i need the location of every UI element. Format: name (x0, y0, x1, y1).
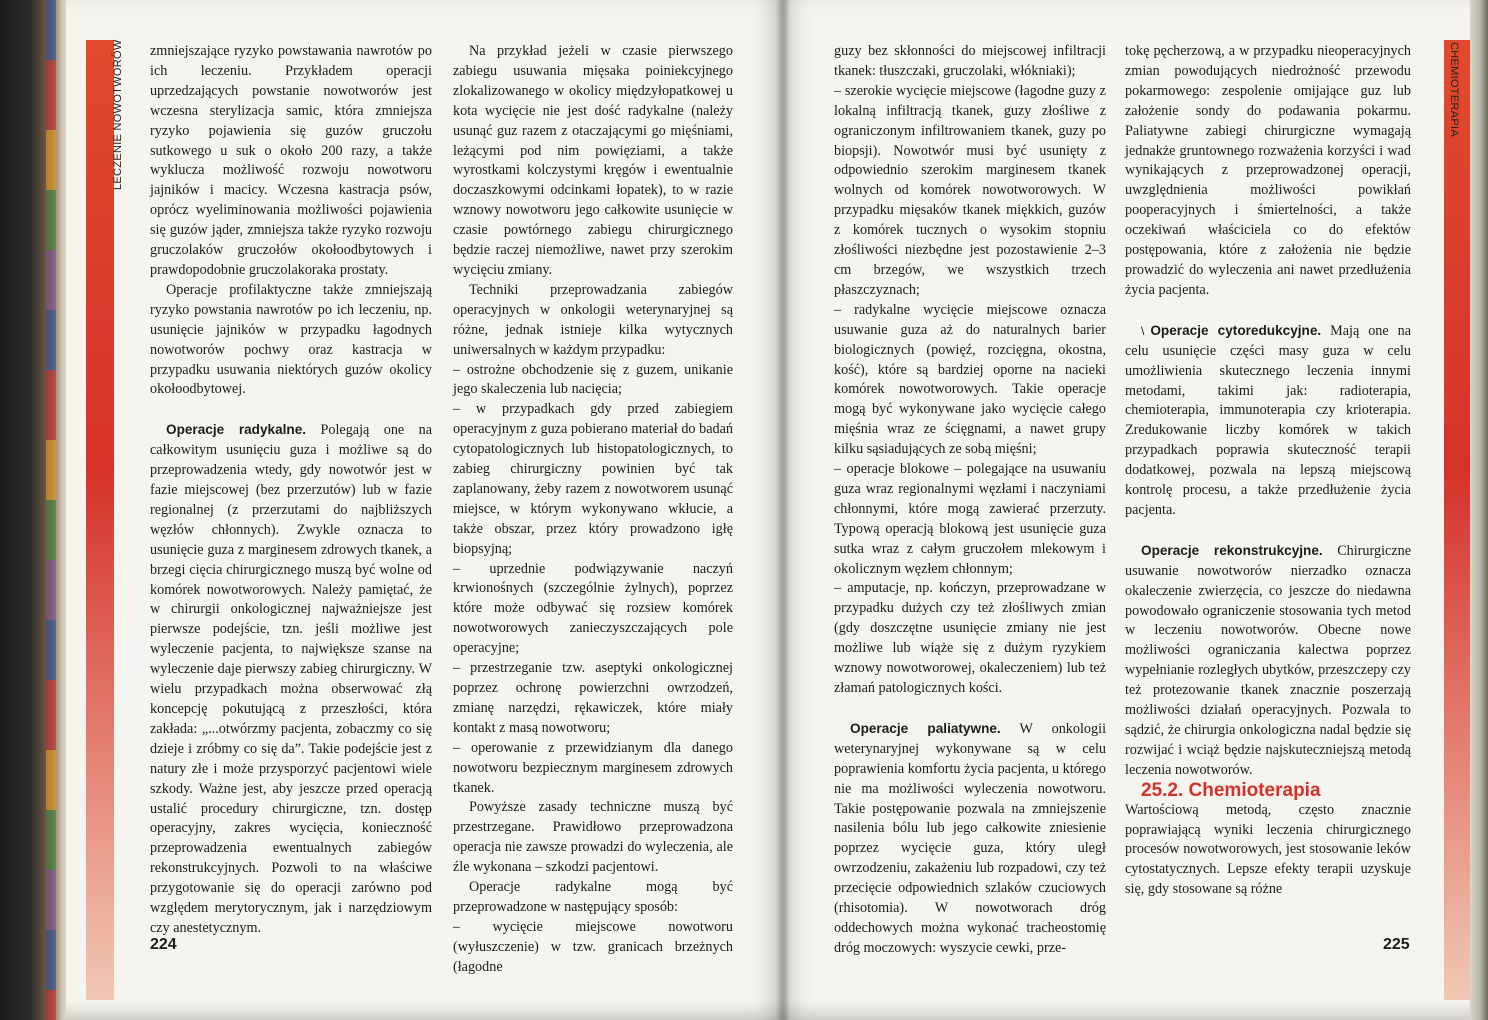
list-item: – w przypadkach gdy przed zabiegiem operacyjnym z guza pobierano materiał do badań cytopatologicznych lub histopatologicznych, to zabieg chirurgiczny powinien być tak zaplanowany, żeby razem z nowotworem usunąć miejsce, w którym wykonywano wkłucie, a także obszar, przez który prowadzono igłę biopsyjną; (453, 401, 733, 557)
page-edge-right (1470, 0, 1488, 1020)
paragraph-lead-heading: Operacje rekonstrukcyjne. (1141, 542, 1323, 558)
paragraph: zmniejszające ryzyko powstawania nawrotów po ich leczeniu. Przykładem operacji uprzedzających powstanie nowotworów jest wczesna sterylizacja samic, która zmniejsza ryzyko pojawienia się guzów gruczołu sutkowego u suk o około 200 razy, a także wyklucza możliwość rozwoju nowotworu jajników i macicy. Wczesna kastracja psów, oprócz wyeliminowania możliwości pojawienia się guzów jąder, zmniejsza także ryzyko rozwoju gruczolaków gruczołów okołoodbytowych i prawdopodobnie gruczolakoraka prostaty. (150, 43, 432, 278)
paragraph: Na przykład jeżeli w czasie pierwszego zabiegu usuwania mięsaka poiniekcyjnego zlokalizowanego w okolicy międzyłopatkowej u kota wycięcie nie jest dość radykalne (należy usunąć guz razem z otaczającymi go mięśniami, leżącymi pod nim powięziami, a także wyrostkami kolczystymi kręgów i ewentualnie doczaszkowymi odcinkami łopatek), to w razie wznowy nowotworu jego całkowite usunięcie w czasie powtórnego zabiegu chirurgicznego będzie raczej niemożliwe, nawet przy szerokim wycięciu zmiany. (453, 43, 733, 278)
paragraph-lead-heading: Operacje radykalne. (166, 422, 307, 438)
list-item: – ostrożne obchodzenie się z guzem, unikanie jego skaleczenia lub nacięcia; (453, 361, 733, 398)
running-head-left: LECZENIE NOWOTWORÓW (112, 39, 124, 190)
text-column-1 (150, 42, 432, 939)
list-item: – przestrzeganie tzw. aseptyki onkologicznej poprzez ochronę powierzchni owrzodzeń, zmianę narzędzi, rękawiczek, które miały kontakt z masą nowotworu; (453, 660, 733, 736)
paragraph: guzy bez skłonności do miejscowej infiltracji tkanek: tłuszczaki, gruczolaki, włókniaki); (834, 43, 1106, 79)
paragraph-lead-heading: Operacje cytoredukcyjne. (1150, 322, 1322, 338)
list-item: – uprzednie podwiązywanie naczyń krwionośnych (szczególnie żylnych), poprzez które może odbywać się rozsiew komórek nowotworowych zanieczyszczających pole operacyjne; (453, 560, 733, 657)
list-item: – operowanie z przewidzianym dla danego nowotworu bezpiecznym marginesem zdrowych tkanek. (453, 739, 733, 796)
paragraph-radical-operations (150, 420, 432, 939)
page-number-left: 224 (150, 936, 177, 953)
paragraph: Wartościową metodą, często znacznie poprawiającą wyniki leczenia chirurgicznego procesów nowotworowych, jest stosowanie leków cytostatycznych. Lepsze efekty terapii uzyskuje się, gdy stosowane są różne (1125, 801, 1411, 898)
margin-mark: \ (1141, 323, 1145, 338)
paragraph-text: Chirurgiczne usuwanie nowotworów nierzadko oznacza okaleczenie zwierzęcia, co jeszcze do niedawna powodowało ograniczenie stosowania tych metod w leczeniu nowotworów. Obecne nowe możliwości ograniczania kalectwa poprzez wypełnianie rozległych ubytków, przeszczepy czy też protezowanie tkanek znacznie poszerzają możliwości działań operacyjnych. Pozwala to sądzić, że chirurgia onkologiczna nadal będzie się rozwijać i wciąż będzie najskuteczniejszą metodą leczenia nowotworów. (1125, 542, 1411, 778)
paragraph-text: Mają one na celu usunięcie części masy guza w celu umożliwienia skutecznego leczenia innymi metodami, takimi jak: radioterapia, chemioterapia, immunoterapia czy krioterapia. Zredukowanie liczby komórek w takich przypadkach poprawia skuteczność terapii dodatkowej, pozwala na lepszą miejscową kontrolę procesu, a także przedłużenie życia pacjenta. (1125, 322, 1412, 518)
text-column-3 (834, 42, 1106, 959)
text-column-2 (453, 42, 733, 978)
paragraph-lead-heading: Operacje paliatywne. (850, 720, 1001, 736)
paragraph-cytoreductive-operations (1125, 321, 1411, 521)
book-gutter (776, 0, 790, 1020)
paragraph-palliative-operations (834, 719, 1106, 959)
list-item: – amputacje, np. kończyn, przeprowadzane w przypadku dużych czy też złośliwych zmian (gdy doszczętne usunięcie zmiany nie jest możliwe lub wiąże się z dużym ryzykiem wznowy nowotworowej, okaleczeniem) lub też złamań patologicznych kości. (834, 580, 1106, 696)
page-bottom-shadow (66, 1000, 1470, 1020)
list-item: – radykalne wycięcie miejscowe oznacza usuwanie guza aż do naturalnych barier biologicznych (powięź, rozcięgna, okostna, kość), które są bardziej oporne na nacieki komórek nowotworowych. Takie operacje mogą być wykonywane jako wycięcie całego mięśnia wraz ze ścięgnami, a nawet grupy kilku sąsiadujących ze sobą mięśni; (834, 301, 1106, 458)
section-heading: 25.2. Chemioterapia (1141, 779, 1321, 801)
paragraph: Operacje radykalne mogą być przeprowadzone w następujący sposób: (453, 879, 733, 915)
list-item: – operacje blokowe – polegające na usuwaniu guza wraz regionalnymi węzłami i naczyniami chłonnymi, które mogą zawierać przerzuty. Typową operacją blokową jest usunięcie guza sutka wraz z całym gruczołem mlekowym i okolicznym węzłem chłonnym; (834, 461, 1106, 577)
paragraph-text: W onkologii weterynaryjnej wykonywane są w celu poprawienia komfortu życia pacjenta, u którego nie ma możliwości wyleczenia nowotworu. Takie postępowanie pozwala na zmniejszenie nasilenia bólu lub jego całkowite zniesienie poprzez wycięcie guza, który uległ owrzodzeniu, zakażeniu lub rozpadowi, czy też przecięcie odpowiednich szlaków czuciowych (rhisotomia). W nowotworach dróg oddechowych można wykonać tracheostomię dróg moczowych: wyszycie cewki, prze- (834, 720, 1107, 956)
running-head-right: CHEMIOTERAPIA (1448, 42, 1460, 137)
page-number-right: 225 (1383, 936, 1410, 953)
paragraph-reconstructive-operations (1125, 541, 1411, 781)
paragraph: Techniki przeprowadzania zabiegów operacyjnych w onkologii weterynaryjnej są różne, jednak istnieje kilka wytycznych uniwersalnych w każdym przypadku: (453, 281, 733, 358)
paragraph-text: Polegają one na całkowitym usunięciu guza i możliwe są do przeprowadzenia wtedy, gdy nowotwór jest w fazie miejscowej (bez przerzutów) lub w fazie regionalnej (z przerzutami do najbliższych węzłów chłonnych). Zwykle oznacza to usunięcie guza z marginesem zdrowych tkanek, a brzegi cięcia chirurgicznego muszą być wolne od komórek nowotworowych. Należy pamiętać, że w chirurgii onkologicznej najważniejsze jest pierwsze podejście, tzn. jeśli możliwe jest wyleczenie pacjenta, to największe szanse na wyleczenie daje pierwszy zabieg chirurgiczny. W wielu przypadkach można obserwować złą koncepcję pokutującą z przeszłości, która zakłada: „...otwórzmy pacjenta, zobaczmy co się dzieje i zróbmy co się da”. Takie podejście jest z natury złe i może przysporzyć pacjentowi wiele szkody. Ważne jest, aby jeszcze przed operacją ustalić procedury chirurgiczne, tzn. dostęp operacyjny, zakres wycięcia, konieczność przeprowadzenia ewentualnych zabiegów rekonstrukcyjnych. Pozwoli to na właściwe przygotowanie się do operacji zarówno pod względem merytorycznym, jak i narzędziowym czy anestetycznym. (150, 422, 433, 936)
chapter-color-tab-left (86, 40, 114, 1000)
paragraph: tokę pęcherzową, a w przypadku nieoperacyjnych zmian powodujących niedrożność przewodu pokarmowego: zespolenie omijające guz lub założenie sondy do podawania pokarmu. Paliatywne zabiegi chirurgiczne wymagają jednakże gruntownego rozważenia korzyści i wad wynikających z przeprowadzonej operacji, uwzględnienia możliwości powikłań pooperacyjnych i śmiertelności, a także oczekiwań właściciela co do efektów postępowania, które z założenia nie będzie prowadzić do wyleczenia ani nawet przedłużenia życia pacjenta. (1125, 43, 1411, 298)
paragraph: Powyższe zasady techniczne muszą być przestrzegane. Prawidłowo przeprowadzona operacja nie zawsze prowadzi do wyleczenia, ale źle wykonana – szkodzi pacjentowi. (453, 799, 733, 876)
chapter-color-tab-right (1444, 40, 1470, 1000)
paragraph: Operacje profilaktyczne także zmniejszają ryzyko powstania nawrotów po ich leczeniu, np. usunięcie jajników w przypadku łagodnych nowotworów pochwy oraz kastracja w przypadku usuwania niektórych guzów okolicy okołoodbytowej. (150, 281, 432, 398)
text-column-4 (1125, 42, 1411, 900)
list-item: – wycięcie miejscowe nowotworu (wyłuszczenie) w tzw. granicach brzeżnych (łagodne (453, 918, 733, 975)
list-item: – szerokie wycięcie miejscowe (łagodne guzy z lokalną infiltracją tkanek, guzy złośliwe z ograniczonym infiltrowaniem tkanek, guzy po biopsji). Nowotwór musi być usunięty z odpowiednio szerokim marginesem tkanek wolnych od komórek nowotworowych. W przypadku mięsaków tkanek miękkich, guzów z komórek tucznych o wysokim stopniu złośliwości niezbędne jest pozostawienie 2–3 cm brzegów, we wszystkich trzech płaszczyznach; (834, 82, 1106, 298)
